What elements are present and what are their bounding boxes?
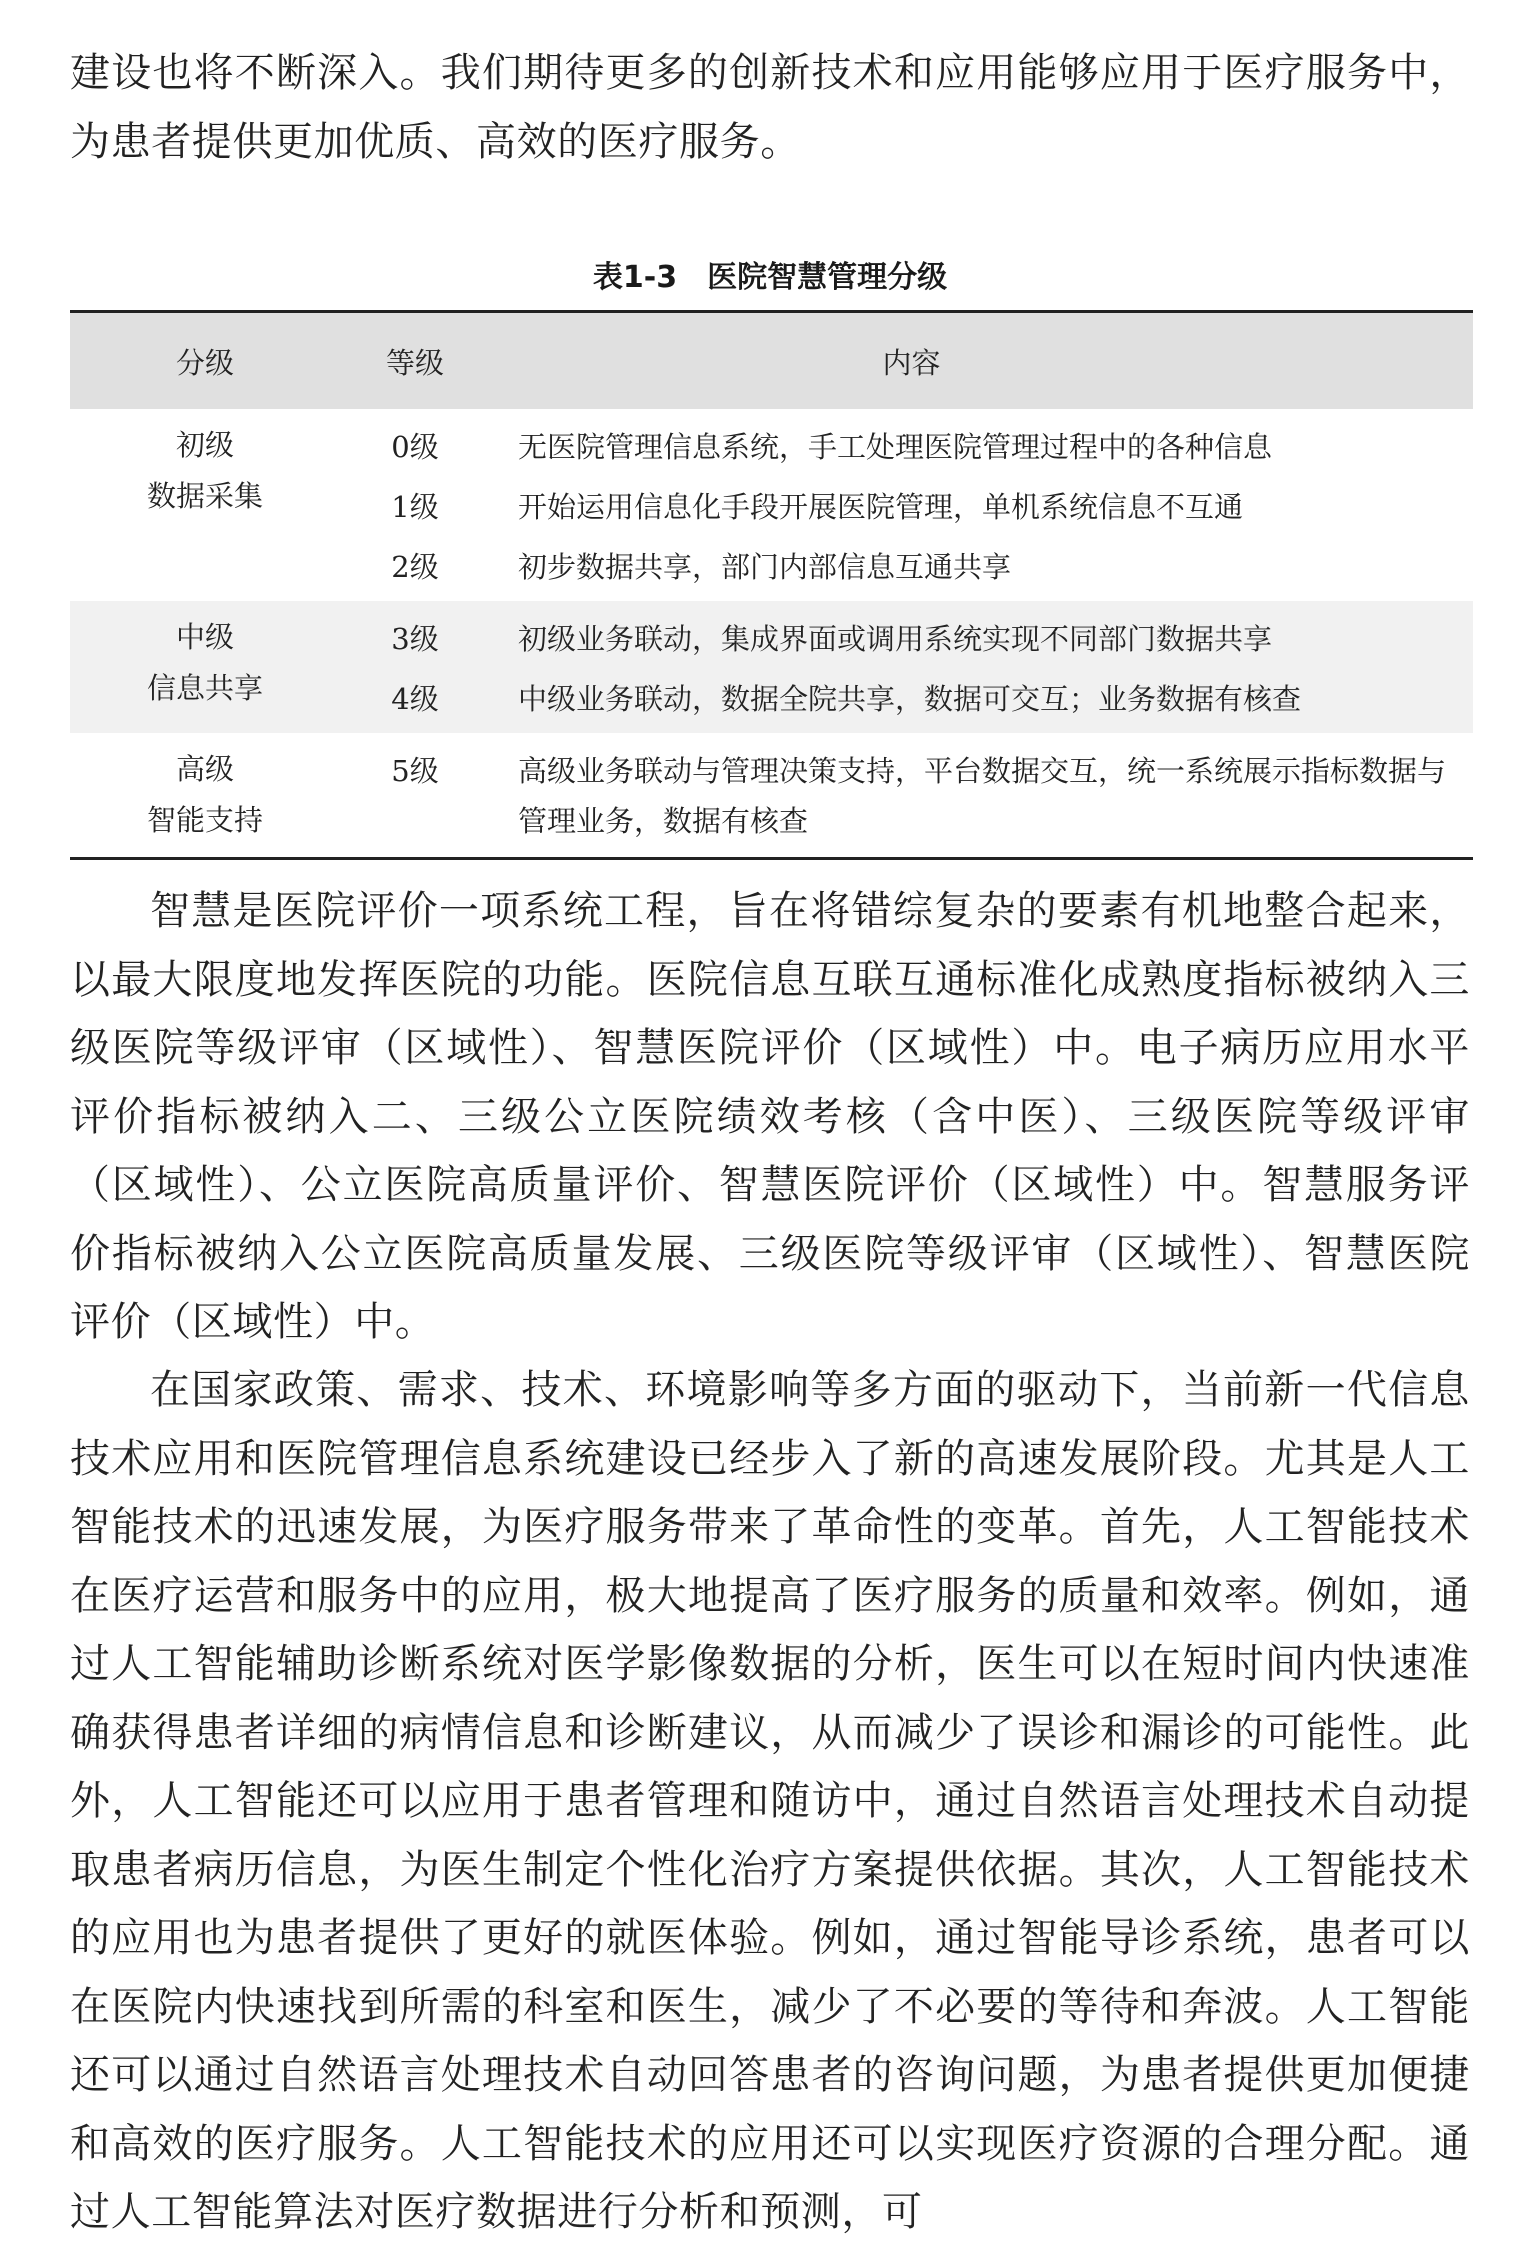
level-cell: 3级 xyxy=(391,622,439,656)
table-title: 医院智慧管理分级 xyxy=(707,260,948,295)
header-level: 等级 xyxy=(385,345,444,380)
table-row xyxy=(340,477,1473,537)
intro-paragraph: 建设也将不断深入。我们期待更多的创新技术和应用能够应用于医疗服务中，为患者提供更加优质、高效的医疗服务。 xyxy=(70,50,1470,165)
level-cell: 0级 xyxy=(391,430,439,464)
table-header-row xyxy=(70,313,1473,409)
group-name xyxy=(70,609,340,727)
table-caption xyxy=(70,252,1470,296)
table-number: 表1-3 xyxy=(592,260,678,295)
content-cell: 中级业务联动，数据全院共享，数据可交互；业务数据有核查 xyxy=(518,682,1302,716)
level-cell: 1级 xyxy=(391,490,439,524)
content-cell: 无医院管理信息系统，手工处理医院管理过程中的各种信息 xyxy=(518,430,1273,464)
content-cell: 初级业务联动，集成界面或调用系统实现不同部门数据共享 xyxy=(518,622,1273,656)
group-name-line2: 信息共享 xyxy=(146,671,263,705)
content-cell: 初步数据共享，部门内部信息互通共享 xyxy=(518,550,1012,584)
group-name-line2: 数据采集 xyxy=(146,479,263,513)
level-cell: 2级 xyxy=(391,550,439,584)
body-paragraph-1: 智慧是医院评价一项系统工程，旨在将错综复杂的要素有机地整合起来，以最大限度地发挥医院的功能。医院信息互联互通标准化成熟度指标被纳入三级医院等级评审（区域性）、智慧医院评价（区域性）中。电子病历应用水平评价指标被纳入二、三级公立医院绩效考核（含中医）、三级医院等级评审（区域性）、公立医院高质量评价、智慧医院评价（区域性）中。智慧服务评价指标被纳入公立医院高质量发展、三级医院等级评审（区域性）、智慧医院评价（区域性）中。 xyxy=(70,888,1470,1345)
table-row xyxy=(340,417,1473,477)
table-row xyxy=(340,537,1473,597)
group-name-line1: 初级 xyxy=(175,428,234,462)
content-cell: 开始运用信息化手段开展医院管理，单机系统信息不互通 xyxy=(518,490,1244,524)
table-row xyxy=(340,669,1473,729)
level-cell: 4级 xyxy=(391,682,439,716)
table-group-intermediate xyxy=(70,601,1473,733)
hospital-management-grading-table xyxy=(70,310,1473,860)
group-name xyxy=(70,741,340,851)
group-name-line2: 智能支持 xyxy=(146,803,263,837)
group-name xyxy=(70,417,340,595)
content-cell: 高级业务联动与管理决策支持，平台数据交互，统一系统展示指标数据与管理业务，数据有核查 xyxy=(518,754,1447,838)
header-content: 内容 xyxy=(882,345,941,380)
table-row xyxy=(340,609,1473,669)
group-name-line1: 高级 xyxy=(175,752,234,786)
table-group-advanced xyxy=(70,733,1473,857)
header-grade: 分级 xyxy=(175,345,234,380)
level-cell: 5级 xyxy=(391,754,439,788)
body-paragraph-2: 在国家政策、需求、技术、环境影响等多方面的驱动下，当前新一代信息技术应用和医院管理信息系统建设已经步入了新的高速发展阶段。尤其是人工智能技术的迅速发展，为医疗服务带来了革命性的变革。首先，人工智能技术在医疗运营和服务中的应用，极大地提高了医疗服务的质量和效率。例如，通过人工智能辅助诊断系统对医学影像数据的分析，医生可以在短时间内快速准确获得患者详细的病情信息和诊断建议，从而减少了误诊和漏诊的可能性。此外，人工智能还可以应用于患者管理和随访中，通过自然语言处理技术自动提取患者病历信息，为医生制定个性化治疗方案提供依据。其次，人工智能技术的应用也为患者提供了更好的就医体验。例如，通过智能导诊系统，患者可以在医院内快速找到所需的科室和医生，减少了不必要的等待和奔波。人工智能还可以通过自然语言处理技术自动回答患者的咨询问题，为患者提供更加便捷和高效的医疗服务。人工智能技术的应用还可以实现医疗资源的合理分配。通过人工智能算法对医疗数据进行分析和预测，可 xyxy=(70,1367,1470,2235)
table-group-primary xyxy=(70,409,1473,601)
table-row xyxy=(340,741,1473,846)
group-name-line1: 中级 xyxy=(175,620,234,654)
